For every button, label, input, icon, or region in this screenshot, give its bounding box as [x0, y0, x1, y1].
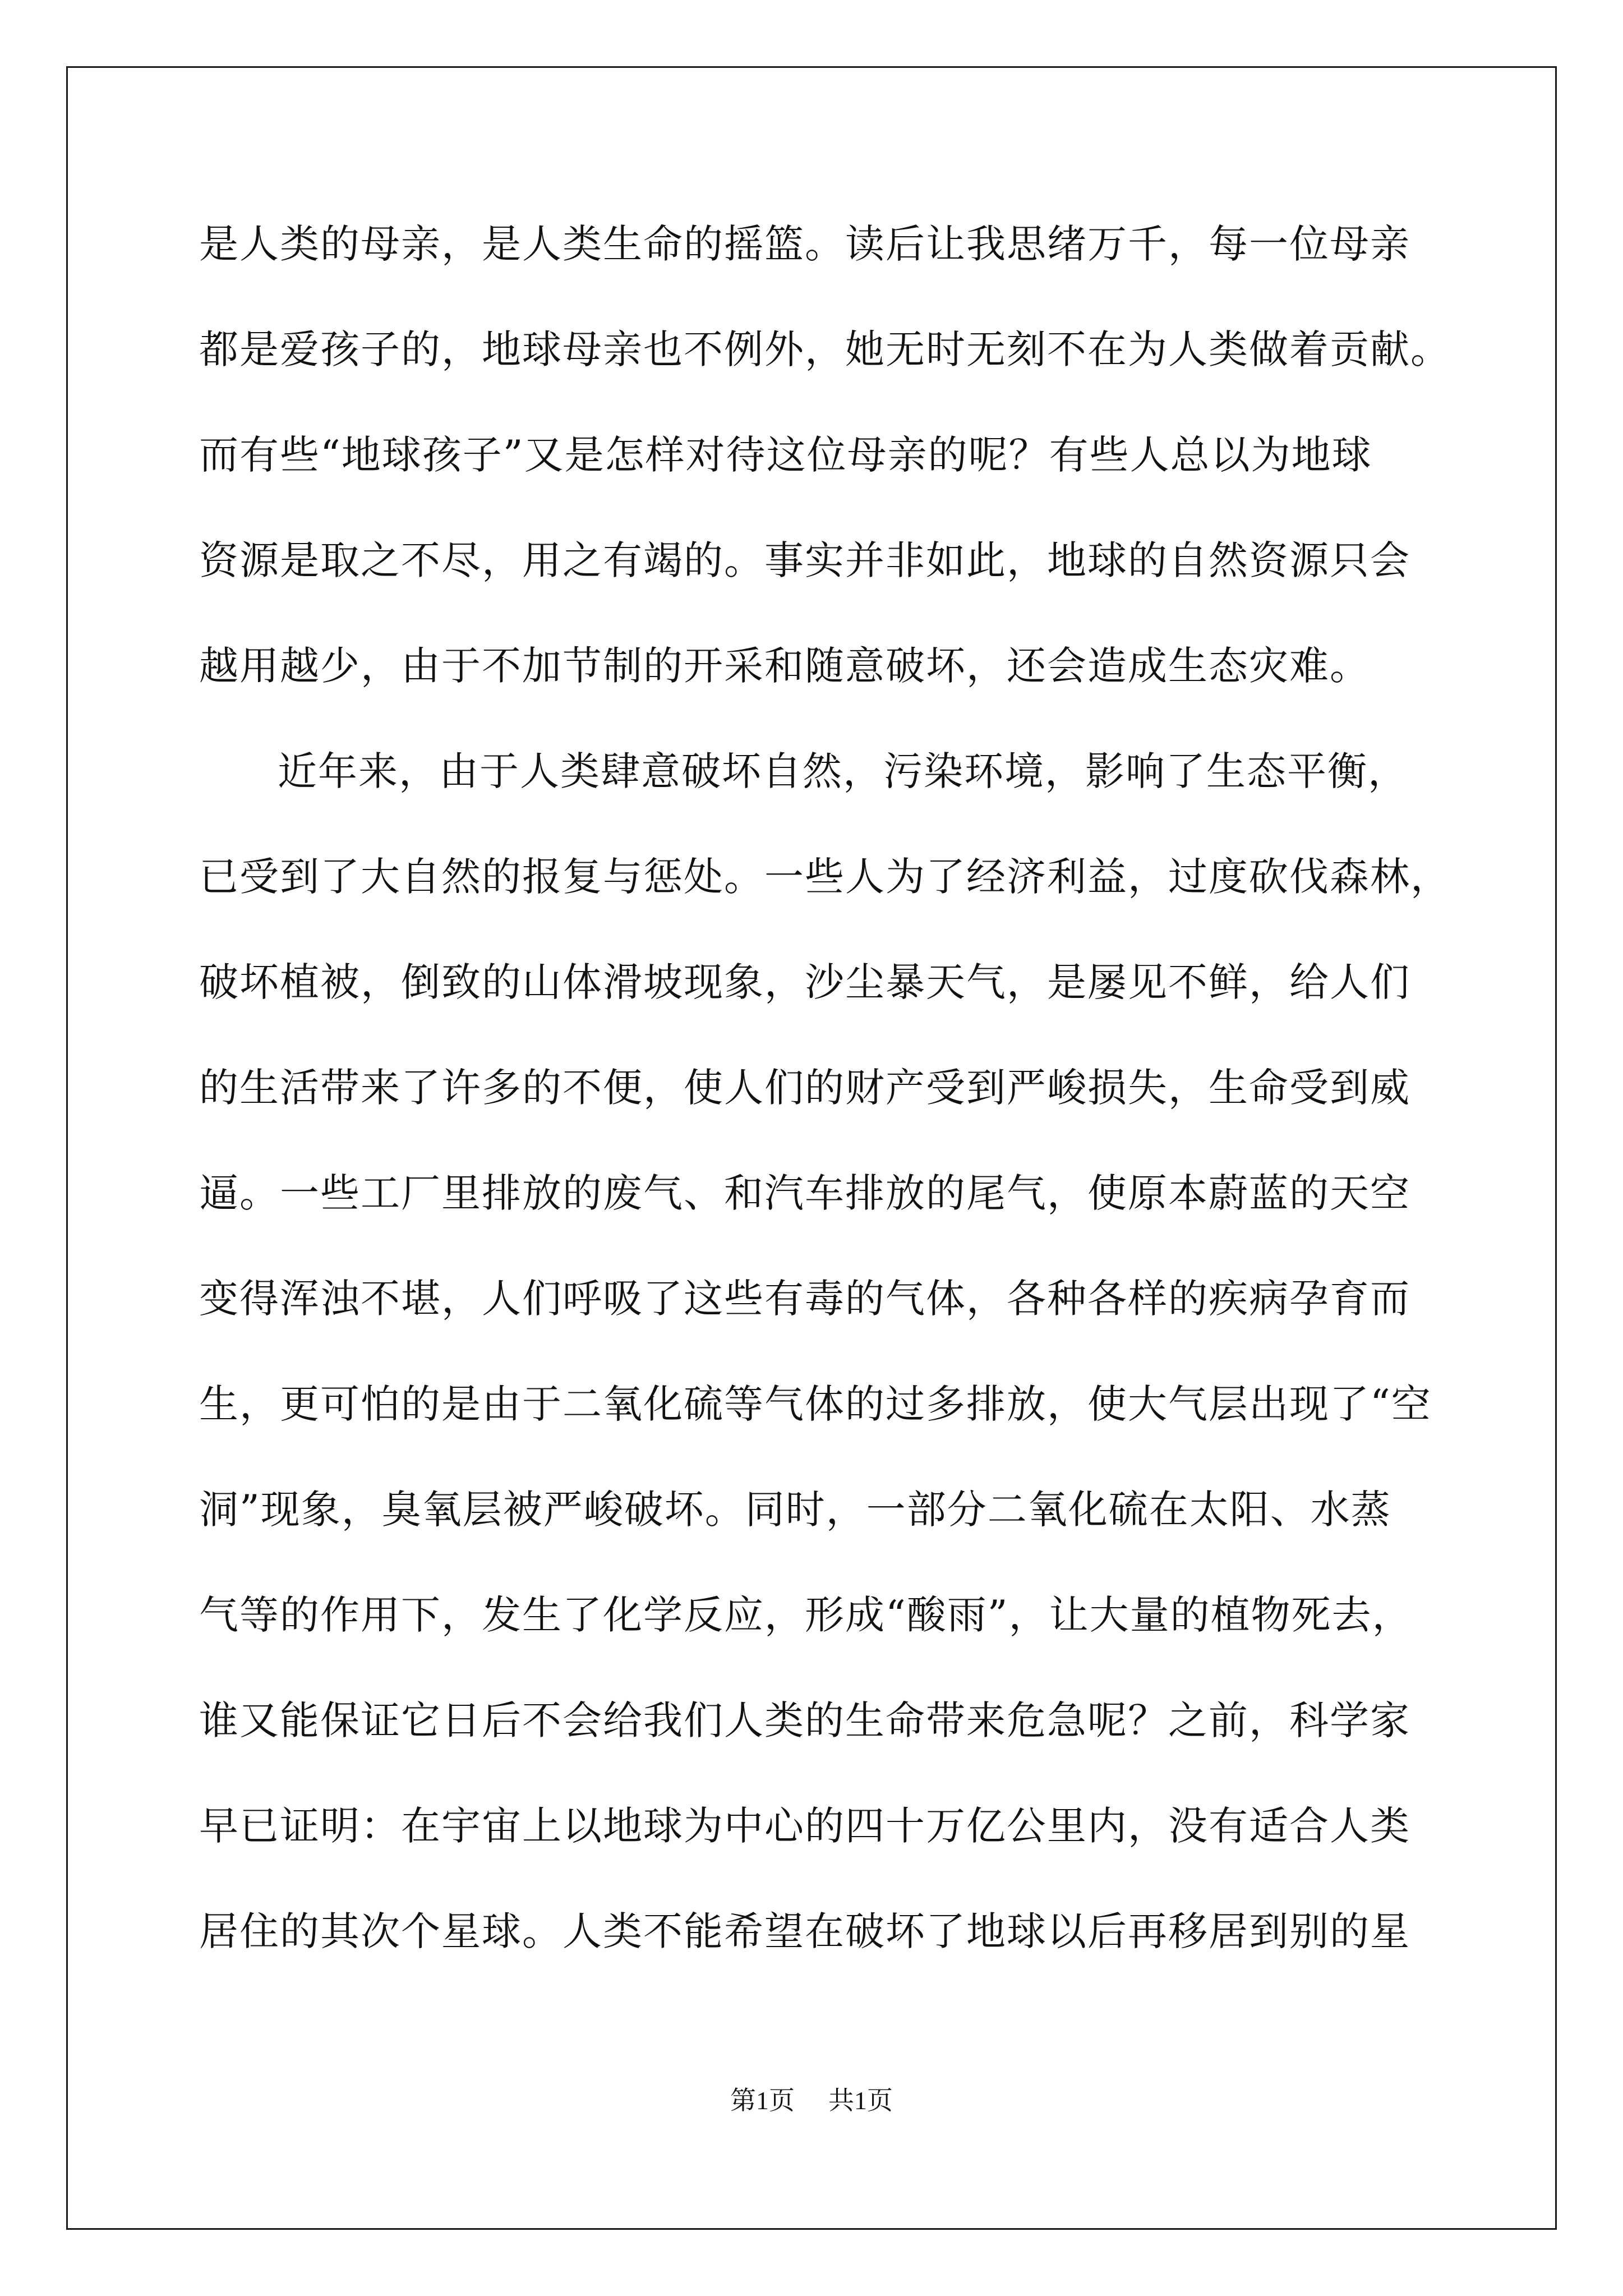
text-line: 破坏植被，倒致的山体滑坡现象，沙尘暴天气，是屡见不鲜，给人们 — [199, 959, 1410, 1005]
document-body — [199, 213, 1461, 2006]
text-line: 已受到了大自然的报复与惩处。一些人为了经济利益，过度砍伐森林， — [199, 854, 1451, 900]
text-line: 变得浑浊不堪，人们呼吸了这些有毒的气体，各种各样的疾病孕育而 — [199, 1276, 1410, 1322]
text-line: 都是爱孩子的，地球母亲也不例外，她无时无刻不在为人类做着贡献。 — [199, 326, 1451, 372]
text-line: 居住的其次个星球。人类不能希望在破坏了地球以后再移居到别的星 — [199, 1908, 1410, 1954]
text-line: 的生活带来了许多的不便，使人们的财产受到严峻损失，生命受到威 — [199, 1065, 1410, 1111]
page-footer — [0, 2080, 1623, 2117]
text-line: 谁又能保证它日后不会给我们人类的生命带来危急呢？之前，科学家 — [199, 1697, 1410, 1743]
text-line: 气等的作用下，发生了化学反应，形成“酸雨”，让大量的植物死去， — [199, 1592, 1413, 1638]
text-line: 洞”现象，臭氧层被严峻破坏。同时，一部分二氧化硫在太阳、水蒸 — [199, 1487, 1391, 1533]
page-total: 共1页 — [828, 2086, 893, 2115]
page-number: 第1页 — [730, 2086, 795, 2115]
paragraph-start-line: 近年来，由于人类肆意破坏自然，污染环境，影响了生态平衡， — [278, 748, 1408, 794]
text-line: 资源是取之不尽，用之有竭的。事实并非如此，地球的自然资源只会 — [199, 537, 1410, 583]
text-line: 而有些“地球孩子”又是怎样对待这位母亲的呢？有些人总以为地球 — [199, 432, 1372, 478]
text-line: 越用越少，由于不加节制的开采和随意破坏，还会造成生态灾难。 — [199, 643, 1370, 689]
text-line: 生，更可怕的是由于二氧化硫等气体的过多排放，使大气层出现了“空 — [199, 1381, 1432, 1427]
text-line: 早已证明：在宇宙上以地球为中心的四十万亿公里内，没有适合人类 — [199, 1803, 1410, 1849]
text-line: 是人类的母亲，是人类生命的摇篮。读后让我思绪万千，每一位母亲 — [199, 221, 1410, 267]
text-line: 逼。一些工厂里排放的废气、和汽车排放的尾气，使原本蔚蓝的天空 — [199, 1170, 1410, 1216]
